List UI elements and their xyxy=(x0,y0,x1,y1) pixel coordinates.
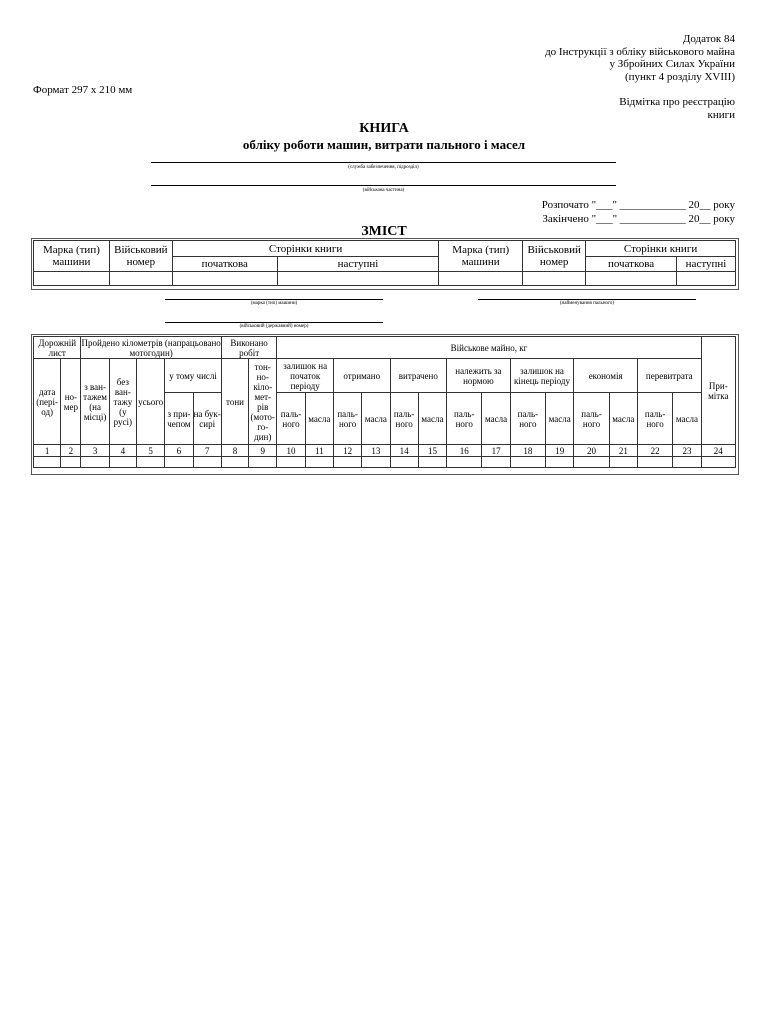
log-cell[interactable] xyxy=(193,457,221,468)
contents-cell[interactable] xyxy=(439,272,523,286)
loaded-header: з ван-тажем (на місці) xyxy=(81,359,109,445)
log-cell[interactable] xyxy=(333,457,361,468)
work-done-header: Виконано робіт xyxy=(221,337,277,359)
col-num: 16 xyxy=(447,445,482,457)
registration-line-2: книги xyxy=(707,109,735,121)
km-passed-header: Пройдено кілометрів (напрацьовано мотогодин) xyxy=(81,337,221,358)
log-cell[interactable] xyxy=(637,457,672,468)
military-number-header-2: Військовий номер xyxy=(523,241,586,272)
log-cell[interactable] xyxy=(701,457,735,468)
log-cell[interactable] xyxy=(249,457,277,468)
col-num: 19 xyxy=(546,445,574,457)
started-date: Розпочато "___" ____________ 20__ року xyxy=(541,199,735,211)
col-num: 10 xyxy=(277,445,305,457)
col-num: 14 xyxy=(390,445,418,457)
tons-header: тони xyxy=(221,359,248,445)
log-cell[interactable] xyxy=(418,457,446,468)
contents-cell[interactable] xyxy=(109,272,172,286)
col-num: 21 xyxy=(609,445,637,457)
contents-cell[interactable] xyxy=(523,272,586,286)
unloaded-header: без ван-тажу (у русі) xyxy=(109,359,136,445)
col-num: 9 xyxy=(249,445,277,457)
col-num: 11 xyxy=(305,445,333,457)
fuel-header: паль-ного xyxy=(333,393,361,445)
col-num: 6 xyxy=(165,445,193,457)
log-cell[interactable] xyxy=(305,457,333,468)
total-header: усього xyxy=(137,359,165,445)
brand-header-2: Марка (тип) машини xyxy=(439,241,523,272)
fuel-header: паль-ного xyxy=(574,393,609,445)
log-cell[interactable] xyxy=(510,457,545,468)
log-cell[interactable] xyxy=(482,457,510,468)
col-num: 1 xyxy=(34,445,61,457)
next-pages-header-2: наступні xyxy=(677,257,736,272)
first-page-header-2: початкова xyxy=(586,257,677,272)
start-balance-header: залишок на початок періоду xyxy=(277,359,334,393)
fuel-header: паль-ного xyxy=(277,393,305,445)
oil-header: масла xyxy=(609,393,637,445)
end-balance-header: залишок на кінець періоду xyxy=(510,359,574,393)
log-cell[interactable] xyxy=(574,457,609,468)
military-number-header: Військовий номер xyxy=(109,241,172,272)
registration-mark xyxy=(619,96,735,122)
contents-table xyxy=(33,240,736,286)
appendix-line-3: у Збройних Силах України xyxy=(609,58,735,70)
log-cell[interactable] xyxy=(609,457,637,468)
towing-header: на бук-сирі xyxy=(193,393,221,445)
log-cell[interactable] xyxy=(390,457,418,468)
property-header: Військове майно, кг xyxy=(277,337,701,359)
log-cell[interactable] xyxy=(34,457,61,468)
fuel-header: паль-ного xyxy=(390,393,418,445)
log-cell[interactable] xyxy=(61,457,81,468)
col-num: 22 xyxy=(637,445,672,457)
col-num: 4 xyxy=(109,445,136,457)
oil-header: масла xyxy=(673,393,701,445)
fuel-header: паль-ного xyxy=(637,393,672,445)
contents-title: ЗМІСТ xyxy=(361,224,407,239)
brand-header: Марка (тип) машини xyxy=(34,241,110,272)
contents-cell[interactable] xyxy=(677,272,736,286)
col-num: 24 xyxy=(701,445,735,457)
col-num: 2 xyxy=(61,445,81,457)
including-header: у тому числі xyxy=(165,359,222,393)
oil-header: масла xyxy=(482,393,510,445)
contents-cell[interactable] xyxy=(586,272,677,286)
contents-cell[interactable] xyxy=(277,272,439,286)
oil-header: масла xyxy=(362,393,390,445)
appendix-line-2: до Інструкції з обліку військового майна xyxy=(545,45,735,58)
col-num: 15 xyxy=(418,445,446,457)
col-num: 12 xyxy=(333,445,361,457)
unit-line xyxy=(151,185,616,186)
service-line xyxy=(151,162,616,163)
ton-km-header: тон-но-кіло-мет-рів (мото-го-дин) xyxy=(249,359,277,445)
fuel-line xyxy=(478,299,696,300)
number-line xyxy=(165,322,383,323)
waybill-header: Дорожній лист xyxy=(34,337,81,359)
overspend-header: перевитрата xyxy=(637,359,701,393)
trailer-header: з при-чепом xyxy=(165,393,193,445)
col-num: 13 xyxy=(362,445,390,457)
log-cell[interactable] xyxy=(137,457,165,468)
contents-cell[interactable] xyxy=(34,272,110,286)
date-header: дата (пері-од) xyxy=(34,359,61,445)
date-block xyxy=(542,198,735,226)
vehicle-caption: (марка (тип) машини) xyxy=(250,301,298,306)
log-cell[interactable] xyxy=(362,457,390,468)
contents-cell[interactable] xyxy=(172,272,277,286)
col-num: 17 xyxy=(482,445,510,457)
col-num: 18 xyxy=(510,445,545,457)
fuel-header: паль-ного xyxy=(510,393,545,445)
spent-header: витрачено xyxy=(390,359,447,393)
col-num: 20 xyxy=(574,445,609,457)
received-header: отримано xyxy=(333,359,390,393)
log-cell[interactable] xyxy=(165,457,193,468)
registration-line-1: Відмітка про реєстрацію xyxy=(619,96,735,108)
col-num: 7 xyxy=(193,445,221,457)
col-num: 3 xyxy=(81,445,109,457)
service-caption: (служба забезпечення, підрозділ) xyxy=(348,165,419,170)
oil-header: масла xyxy=(418,393,446,445)
number-caption: (військовий (державний) номер) xyxy=(239,324,309,329)
column-number-row xyxy=(34,445,736,457)
log-table xyxy=(33,336,736,468)
log-entry-row xyxy=(34,457,736,468)
log-cell[interactable] xyxy=(673,457,701,468)
oil-header: масла xyxy=(546,393,574,445)
log-cell[interactable] xyxy=(109,457,136,468)
note-header: При-мітка xyxy=(701,337,735,445)
log-cell[interactable] xyxy=(221,457,248,468)
next-pages-header: наступні xyxy=(277,257,439,272)
appendix-number: Додаток 84 xyxy=(682,33,735,45)
appendix-line-4: (пункт 4 розділу XVIII) xyxy=(624,70,735,83)
format-label: Формат 297 x 210 мм xyxy=(33,84,133,96)
log-cell[interactable] xyxy=(447,457,482,468)
first-page-header: початкова xyxy=(172,257,277,272)
book-subtitle: обліку роботи машин, витрати пального і масел xyxy=(242,137,526,152)
col-num: 8 xyxy=(221,445,248,457)
pages-header-2: Сторінки книги xyxy=(586,241,736,257)
col-num: 5 xyxy=(137,445,165,457)
unit-caption: (військова частина) xyxy=(362,188,405,193)
number-header: но-мер xyxy=(61,359,81,445)
log-cell[interactable] xyxy=(277,457,305,468)
fuel-header: паль-ного xyxy=(447,393,482,445)
book-title: КНИГА xyxy=(359,121,409,136)
pages-header: Сторінки книги xyxy=(172,241,438,257)
economy-header: економія xyxy=(574,359,638,393)
log-cell[interactable] xyxy=(81,457,109,468)
finished-date: Закінчено "___" ____________ 20__ року xyxy=(542,213,735,225)
oil-header: масла xyxy=(305,393,333,445)
log-cell[interactable] xyxy=(546,457,574,468)
vehicle-line xyxy=(165,299,383,300)
col-num: 23 xyxy=(673,445,701,457)
appendix-header xyxy=(545,33,735,83)
fuel-caption: (найменування пального) xyxy=(559,301,615,306)
norm-header: належить за нормою xyxy=(447,359,511,393)
